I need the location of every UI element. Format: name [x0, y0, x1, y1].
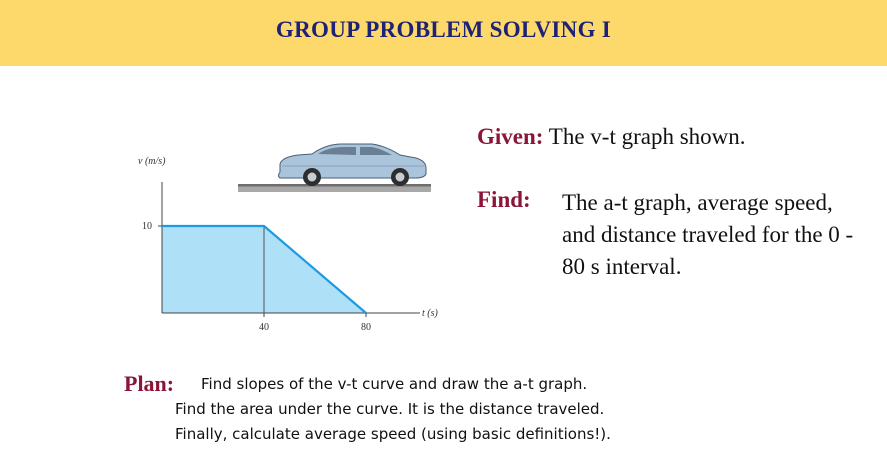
- given-text: The v-t graph shown.: [548, 124, 746, 149]
- y-tick-label-10: 10: [142, 221, 152, 232]
- x-tick-label-40: 40: [259, 322, 269, 333]
- find-label: Find:: [477, 187, 531, 212]
- find-text: The a-t graph, average speed, and distance traveled for the 0 - 80 s interval.: [562, 190, 854, 279]
- plan-line-3: Finally, calculate average speed (using basic definitions!).: [175, 425, 611, 443]
- x-axis-label: t (s): [422, 308, 438, 319]
- given-statement: [477, 124, 746, 150]
- vt-graph-figure: [120, 130, 460, 350]
- page-title: GROUP PROBLEM SOLVING I: [275, 17, 612, 42]
- y-axis-label: v (m/s): [138, 156, 166, 167]
- plan-label: Plan:: [124, 371, 175, 396]
- given-label: Given:: [477, 124, 544, 149]
- plan-line-2: Find the area under the curve. It is the distance traveled.: [175, 400, 605, 418]
- title-banner: [0, 0, 887, 66]
- car-illustration: [238, 144, 431, 192]
- plan-line-1: Find slopes of the v-t curve and draw the a-t graph.: [201, 375, 588, 393]
- x-tick-label-80: 80: [361, 322, 371, 333]
- ground-strip: [238, 186, 431, 192]
